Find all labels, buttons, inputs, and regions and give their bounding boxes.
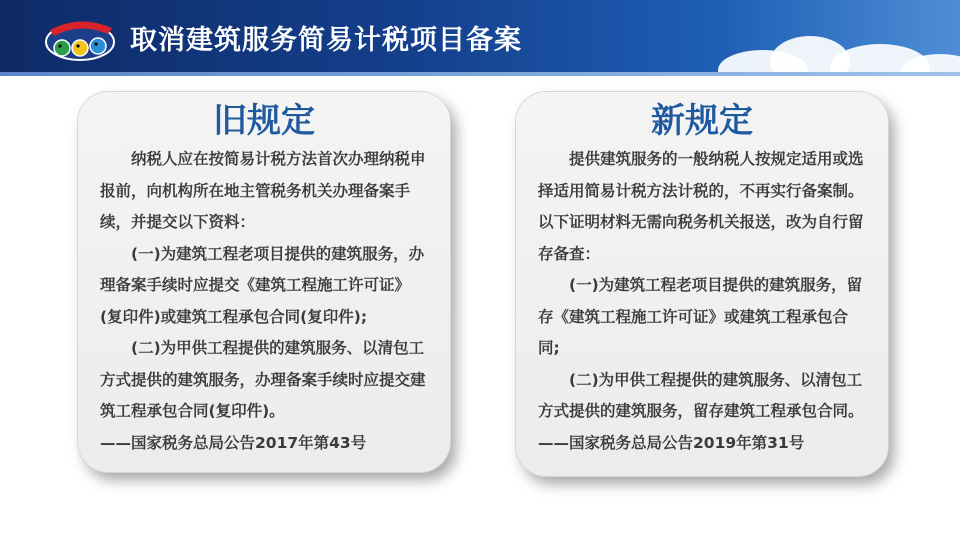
page-title: 取消建筑服务简易计税项目备案	[130, 25, 522, 56]
new-rule-source: ——国家税务总局公告2019年第31号	[538, 433, 805, 452]
new-rule-body	[516, 144, 888, 459]
header-bar	[0, 0, 960, 76]
old-rule-item-1: (一)为建筑工程老项目提供的建筑服务，办理备案手续时应提交《建筑工程施工许可证》(复印件)或建筑工程承包合同(复印件);	[100, 244, 425, 326]
old-rule-item-2: (二)为甲供工程提供的建筑服务、以清包工方式提供的建筑服务，办理备案手续时应提交建筑工程承包合同(复印件)。	[100, 339, 426, 420]
old-rule-heading: 旧规定	[213, 101, 315, 141]
new-rule-item-1: (一)为建筑工程老项目提供的建筑服务，留存《建筑工程施工许可证》或建筑工程承包合同;	[538, 276, 863, 357]
new-rule-heading: 新规定	[651, 101, 753, 141]
tax-mascot-logo-icon	[40, 12, 120, 66]
old-rule-card	[78, 92, 450, 472]
old-rule-intro: 纳税人应在按简易计税方法首次办理纳税申报前，向机构所在地主管税务机关办理备案手续，并提交以下资料：	[100, 150, 426, 231]
new-rule-card	[516, 92, 888, 476]
old-rule-body	[78, 144, 450, 459]
new-rule-item-2: (二)为甲供工程提供的建筑服务、以清包工方式提供的建筑服务，留存建筑工程承包合同。	[538, 370, 864, 420]
old-rule-source: ——国家税务总局公告2017年第43号	[100, 433, 367, 452]
new-rule-intro: 提供建筑服务的一般纳税人按规定适用或选择适用简易计税方法计税的，不再实行备案制。以下证明材料无需向税务机关报送，改为自行留存备查：	[538, 150, 864, 263]
